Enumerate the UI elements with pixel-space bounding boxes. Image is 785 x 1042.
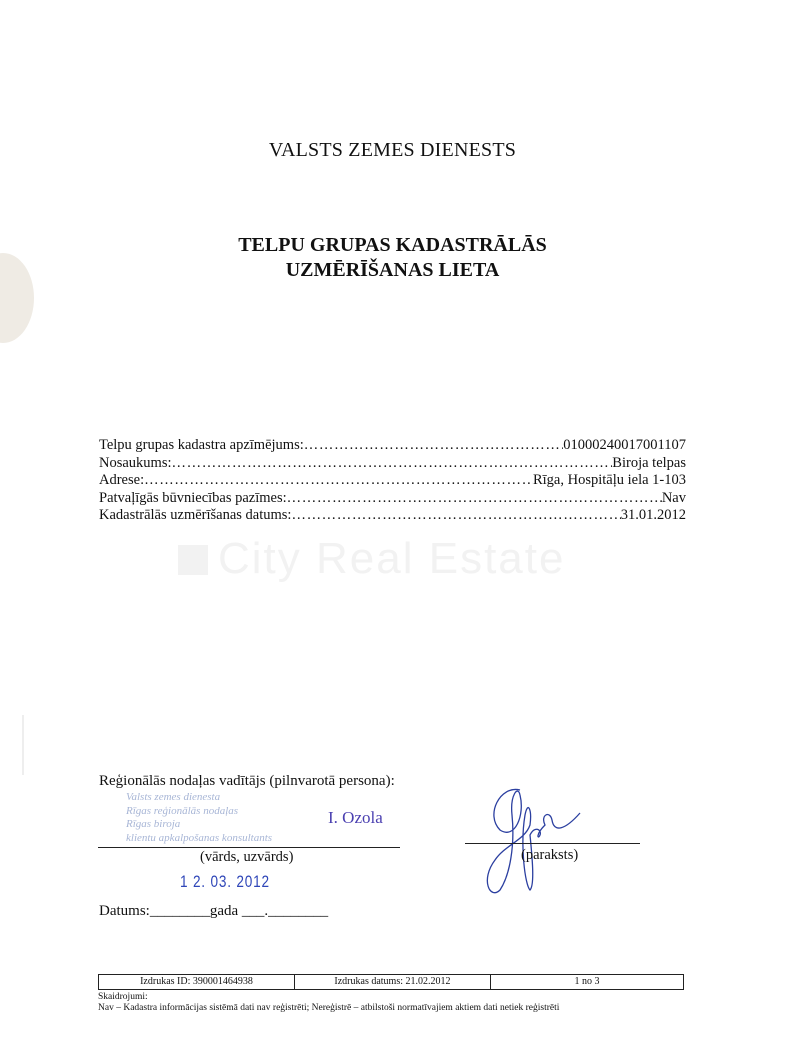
dot-leader [304, 437, 564, 455]
print-info-table [98, 974, 684, 990]
field-label: Telpu grupas kadastra apzīmējums: [99, 437, 304, 453]
scan-edge-mark [22, 715, 24, 775]
watermark [178, 535, 565, 583]
print-id-cell: Izdrukas ID: 390001464938 [99, 975, 295, 990]
footnotes [98, 992, 559, 1014]
document-title [0, 233, 785, 283]
date-stamp: 1 2. 03. 2012 [180, 872, 270, 891]
field-label: Patvaļīgās būvniecības pazīmes: [99, 489, 287, 506]
table-row [99, 975, 684, 990]
field-label: Adrese: [99, 472, 145, 488]
field-value: Rīga, Hospitāļu iela 1-103 [532, 472, 686, 488]
stamp-line: Rīgas biroja [126, 818, 181, 830]
notes-text: Nav – Kadastra informācijas sistēmā dati nav reģistrēti; Nereģistrē – atbilstoši normatīvajiem aktiem dati netiek reģistrēti [98, 1003, 560, 1013]
dot-leader [291, 507, 620, 525]
signatory-heading: Reģionālās nodaļas vadītājs (pilnvarotā persona): [99, 773, 395, 789]
field-value: Nav [661, 489, 686, 506]
field-label: Nosaukums: [99, 454, 172, 471]
dot-leader [172, 455, 613, 473]
signature-line [465, 843, 640, 844]
field-value: Biroja telpas [612, 454, 686, 471]
field-name [99, 455, 686, 473]
property-fields [99, 437, 686, 525]
stamp-line: Valsts zemes dienesta [126, 791, 221, 803]
field-survey-date [99, 507, 686, 525]
office-stamp [126, 791, 272, 845]
field-address [99, 472, 686, 490]
name-signature-line [98, 847, 400, 848]
stamp-line: klientu apkalpošanas konsultants [126, 831, 273, 844]
signature-caption: (paraksts) [521, 847, 579, 863]
name-caption: (vārds, uzvārds) [200, 849, 294, 865]
field-cadastral-designation [99, 437, 686, 455]
watermark-text: City Real Estate [218, 534, 566, 583]
field-value: 01000240017001107 [563, 437, 686, 453]
title-line-1: TELPU GRUPAS KADASTRĀLĀS [238, 234, 547, 256]
name-stamp: I. Ozola [328, 808, 383, 827]
stamp-line: Rīgas reģionālās nodaļas [126, 804, 239, 817]
field-value: 31.01.2012 [620, 507, 686, 523]
date-line: Datums:________gada ___.________ [99, 903, 329, 919]
page-number-cell: 1 no 3 [490, 975, 683, 990]
print-date-cell: Izdrukas datums: 21.02.2012 [294, 975, 490, 990]
watermark-logo-icon [178, 545, 208, 575]
dot-leader [144, 472, 533, 490]
dot-leader [287, 490, 662, 508]
notes-title: Skaidrojumi: [98, 992, 148, 1002]
title-line-2: UZMĒRĪŠANAS LIETA [285, 259, 500, 281]
organization-name: VALSTS ZEMES DIENESTS [268, 139, 517, 161]
field-label: Kadastrālās uzmērīšanas datums: [99, 507, 292, 523]
field-unauthorized-construction [99, 490, 686, 508]
